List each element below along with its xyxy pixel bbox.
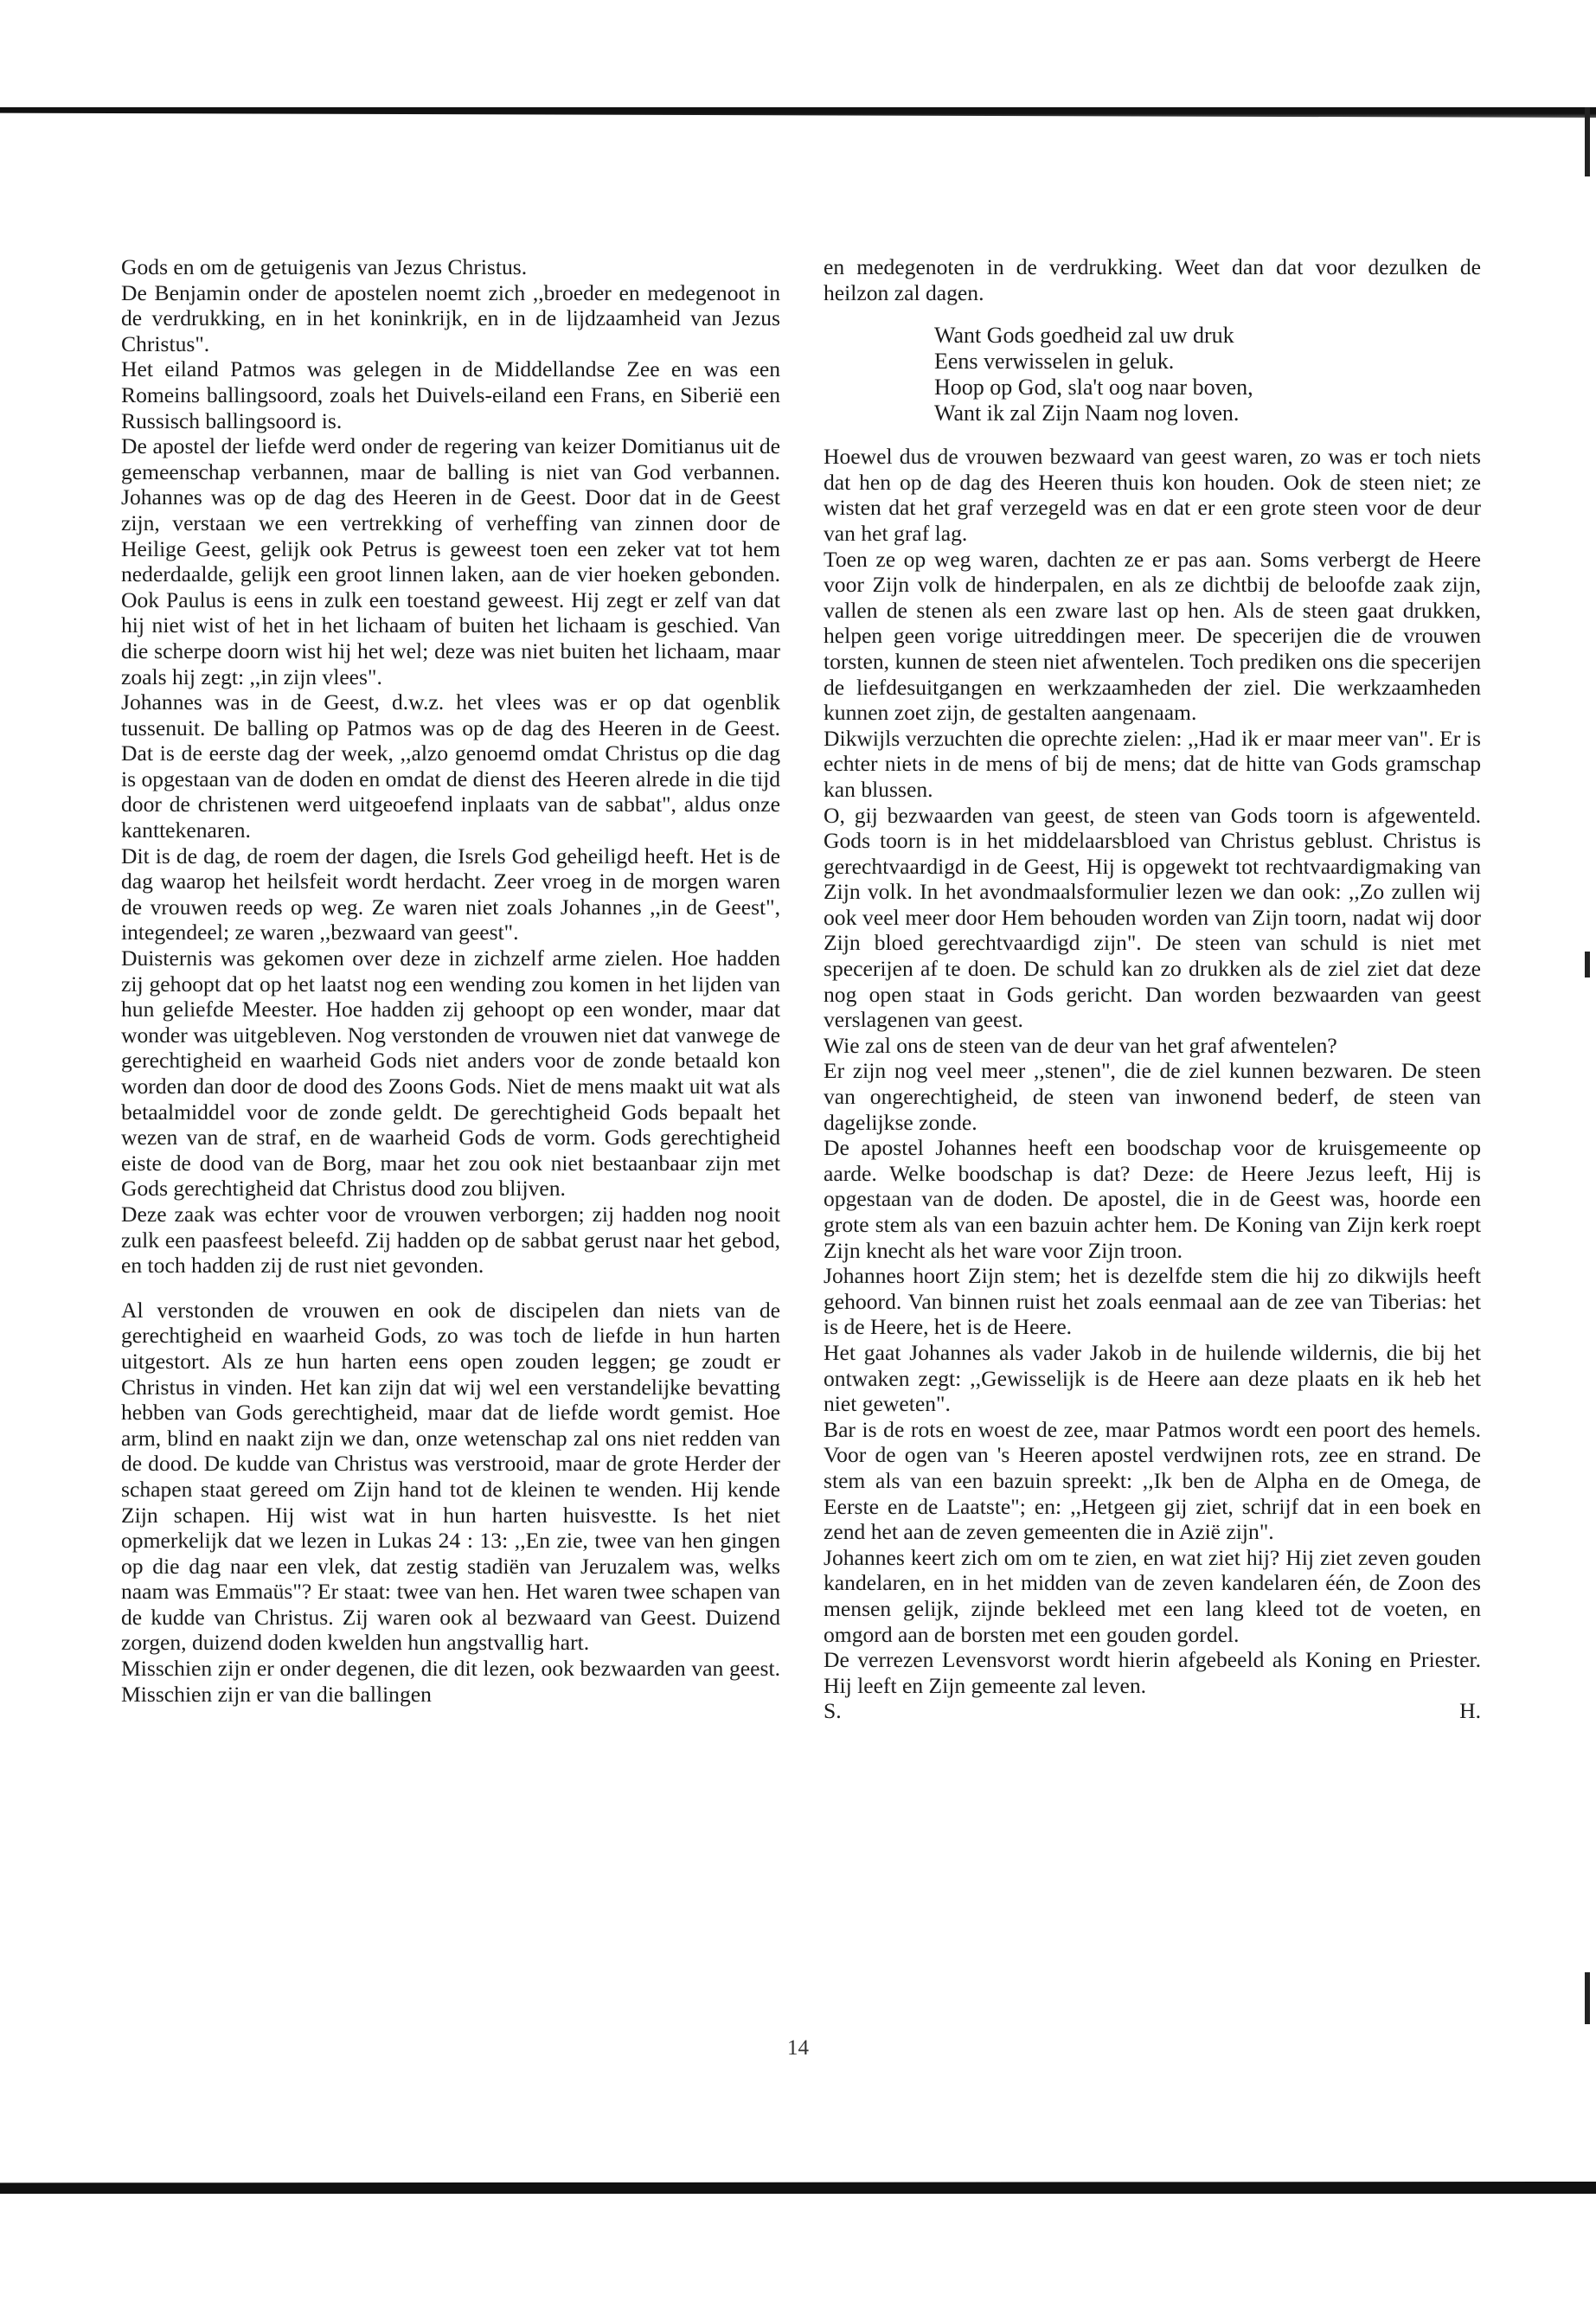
section-gap xyxy=(121,1279,780,1298)
paragraph: en medegenoten in de verdrukking. Weet dan dat voor dezulken de heilzon zal dagen. xyxy=(824,254,1481,305)
page-number: 14 xyxy=(787,2036,809,2060)
top-border-rule xyxy=(0,107,1596,118)
paragraph: O, gij bezwaarden van geest, de steen van Gods toorn is afgewenteld. Gods toorn is in het middelaarsbloed van Christus geblust. Christus is gerechtvaardigd in de Geest, Hij is opgewekt tot rechtvaardigmaking van Zijn volk. In het avondmaalsformulier lezen we dan ook: ,,Zo zullen wij ook veel meer door Hem behouden worden van Zijn toorn, nadat wij door Zijn bloed gerechtvaardigd zijn". De steen van schuld is niet met specerijen af te doen. De schuld kan zo drukken als de ziel ziet dat deze nog open staat in Gods gericht. Dan worden bezwaarden van geest verslagenen van geest. xyxy=(824,802,1481,1033)
paragraph: Toen ze op weg waren, dachten ze er pas aan. Soms verbergt de Heere voor Zijn volk de hinderpalen, en als ze dichtbij de beloofde zaak zijn, vallen de stenen als een zware last op hen. Als de steen gaat drukken, helpen geen vorige uitreddingen meer. De specerijen die de vrouwen torsten, kunnen de steen niet afwentelen. Toch prediken ons die specerijen de liefdesuitgangen en werkzaamheden der ziel. Die werkzaamheden kunnen zoet zijn, de gestalten aangenaam. xyxy=(824,546,1481,726)
paragraph: Johannes keert zich om om te zien, en wat ziet hij? Hij ziet zeven gouden kandelaren, en in het midden van de zeven kandelaren één, de Zoon des mensen gelijk, zijnde bekleed met een lang kleed tot de voeten, en omgord aan de borsten met een gouden gordel. xyxy=(824,1544,1481,1647)
right-edge-mark xyxy=(1585,952,1590,977)
right-edge-mark xyxy=(1585,107,1590,176)
signature-initial-right: H. xyxy=(1459,1698,1481,1724)
poem-line: Want ik zal Zijn Naam nog loven. xyxy=(934,401,1240,426)
poem-line: Eens verwisselen in geluk. xyxy=(934,349,1175,375)
paragraph: Hoewel dus de vrouwen bezwaard van geest waren, zo was er toch niets dat hen op de dag des Heeren thuis kon houden. Ook de steen niet; ze wisten dat het graf verzegeld was en dat er een grote steen voor de deur van het graf lag. xyxy=(824,444,1481,546)
paragraph: De apostel Johannes heeft een boodschap voor de kruisgemeente op aarde. Welke boodschap is dat? Deze: de Heere Jezus leeft, Hij is opgestaan van de doden. De apostel, die in de Geest was, hoorde een grote stem als van een bazuin achter hem. De Koning van Zijn kerk roept Zijn knecht als het ware voor Zijn troon. xyxy=(824,1135,1481,1263)
signature-initial-left: S. xyxy=(824,1698,842,1724)
paragraph: Het gaat Johannes als vader Jakob in de huilende wildernis, die bij het ontwaken zegt: ,,Gewisselijk is de Heere aan deze plaats en ik heb het niet geweten". xyxy=(824,1339,1481,1417)
left-column xyxy=(121,254,780,1707)
paragraph: Gods en om de getuigenis van Jezus Christus. xyxy=(121,254,528,279)
poem-line: Want Gods goedheid zal uw druk xyxy=(934,323,1234,349)
paragraph: Johannes was in de Geest, d.w.z. het vlees was er op dat ogenblik tussenuit. De balling op Patmos was op de dag des Heeren in de Geest. Dat is de eerste dag der week, ,,alzo genoemd omdat Christus op die dag is opgestaan van de doden en omdat de dienst des Heeren alrede in die tijd door de christenen werd uitgeoefend inplaats van de sabbat", aldus onze kanttekenaren. xyxy=(121,689,780,843)
signature-row xyxy=(824,1698,1481,1724)
paragraph: Deze zaak was echter voor de vrouwen verborgen; zij hadden nog nooit zulk een paasfeest beleefd. Zij hadden op de sabbat gerust naar het gebod, en toch hadden zij de rust niet gevonden. xyxy=(121,1201,780,1279)
paragraph: Dikwijls verzuchten die oprechte zielen: ,,Had ik er maar meer van". Er is echter niets in de mens of bij de mens; dat de hitte van Gods gramschap kan blussen. xyxy=(824,725,1481,802)
right-edge-mark xyxy=(1585,1972,1590,2024)
paragraph: Bar is de rots en woest de zee, maar Patmos wordt een poort des hemels. Voor de ogen van 's Heeren apostel verdwijnen rots, zee en strand. De stem als van een bazuin spreekt: ,,Ik ben de Alpha en de Omega, de Eerste en de Laatste"; en: ,,Hetgeen gij ziet, schrijf dat in een boek en zend het aan de zeven gemeenten die in Azië zijn". xyxy=(824,1416,1481,1545)
poem-line: Hoop op God, sla't oog naar boven, xyxy=(934,375,1253,401)
paragraph: De verrezen Levensvorst wordt hierin afgebeeld als Koning en Priester. Hij leeft en Zijn gemeente zal leven. xyxy=(824,1647,1481,1698)
right-column xyxy=(824,254,1481,1724)
paragraph: Al verstonden de vrouwen en ook de discipelen dan niets van de gerechtigheid en waarheid Gods, zo was toch de liefde in hun harten uitgestort. Als ze hun harten eens open zouden leggen; ge zoudt er Christus in vinden. Het kan zijn dat wij wel een verstandelijke bevatting hebben van Gods gerechtigheid, maar dat de liefde wordt gemist. Hoe arm, blind en naakt zijn we dan, onze wetenschap zal ons niet redden van de dood. De kudde van Christus was verstrooid, maar de grote Herder der schapen staat gereed om Zijn hand tot de kleinen te wenden. Hij kende Zijn schapen. Hij wist wat in hun harten huisvestte. Is het niet opmerkelijk dat we lezen in Lukas 24 : 13: ,,En zie, twee van hen gingen op die dag naar een vlek, dat zestig stadiën van Jeruzalem was, welks naam was Emmaüs"? Er staat: twee van hen. Het waren twee schapen van de kudde van Christus. Zij waren ook al bezwaard van Geest. Duizend zorgen, duizend doden kwelden hun angstvallig hart. xyxy=(121,1297,780,1656)
paragraph: Duisternis was gekomen over deze in zichzelf arme zielen. Hoe hadden zij gehoopt dat op het laatst nog een wending zou komen in het lijden van hun geliefde Meester. Hoe hadden zij gehoopt op een wonder, maar dat wonder was uitgebleven. Nog verstonden de vrouwen niet dat vanwege de gerechtigheid en waarheid Gods niet anders voor de zonde betaald kon worden dan door de dood des Zoons Gods. Niet de mens maakt uit wat als betaalmiddel voor de zonde geldt. De gerechtigheid Gods bepaalt het wezen van de straf, en de waarheid Gods de vorm. Gods gerechtigheid eiste de dood van de Borg, maar het zou ook niet bestaanbaar zijn met Gods gerechtigheid dat Christus dood zou blijven. xyxy=(121,945,780,1202)
paragraph: Er zijn nog veel meer ,,stenen", die de ziel kunnen bezwaren. De steen van ongerechtigheid, de steen van inwonend bederf, de steen van dagelijkse zonde. xyxy=(824,1058,1481,1135)
paragraph: Wie zal ons de steen van de deur van het graf afwentelen? xyxy=(824,1032,1337,1058)
poem-stanza xyxy=(934,323,1481,426)
paragraph: Johannes hoort Zijn stem; het is dezelfde stem die hij zo dikwijls heeft gehoord. Van binnen ruist het zoals eenmaal aan de zee van Tiberias: het is de Heere, het is de Heere. xyxy=(824,1263,1481,1340)
bottom-border-rule xyxy=(0,2182,1596,2194)
paragraph: Het eiland Patmos was gelegen in de Middellandse Zee en was een Romeins ballingsoord, zoals het Duivels-eiland een Frans, en Siberië een Russisch ballingsoord is. xyxy=(121,356,780,433)
paragraph: Misschien zijn er onder degenen, die dit lezen, ook bezwaarden van geest. Misschien zijn er van die ballingen xyxy=(121,1656,780,1707)
paragraph: Dit is de dag, de roem der dagen, die Isrels God geheiligd heeft. Het is de dag waarop het heilsfeit wordt herdacht. Zeer vroeg in de morgen waren de vrouwen reeds op weg. Ze waren niet zoals Johannes ,,in de Geest", integendeel; ze waren ,,bezwaard van geest". xyxy=(121,843,780,945)
paragraph: De apostel der liefde werd onder de regering van keizer Domitianus uit de gemeenschap verbannen, maar de balling is niet van God verbannen. Johannes was op de dag des Heeren in de Geest. Door dat in de Geest zijn, verstaan we een vertrekking of verheffing van zinnen door de Heilige Geest, gelijk ook Petrus is geweest toen een zeker vat tot hem nederdaalde, gelijk een groot linnen laken, aan de vier hoeken gebonden. Ook Paulus is eens in zulk een toestand geweest. Hij zegt er zelf van dat hij niet wist of het in het lichaam of buiten het lichaam is geschied. Van die scherpe doorn wist hij het wel; deze was niet buiten het lichaam, maar zoals hij zegt: ,,in zijn vlees". xyxy=(121,433,780,689)
paragraph: De Benjamin onder de apostelen noemt zich ,,broeder en medegenoot in de verdrukking, en in het koninkrijk, en in de lijdzaamheid van Jezus Christus". xyxy=(121,279,780,356)
